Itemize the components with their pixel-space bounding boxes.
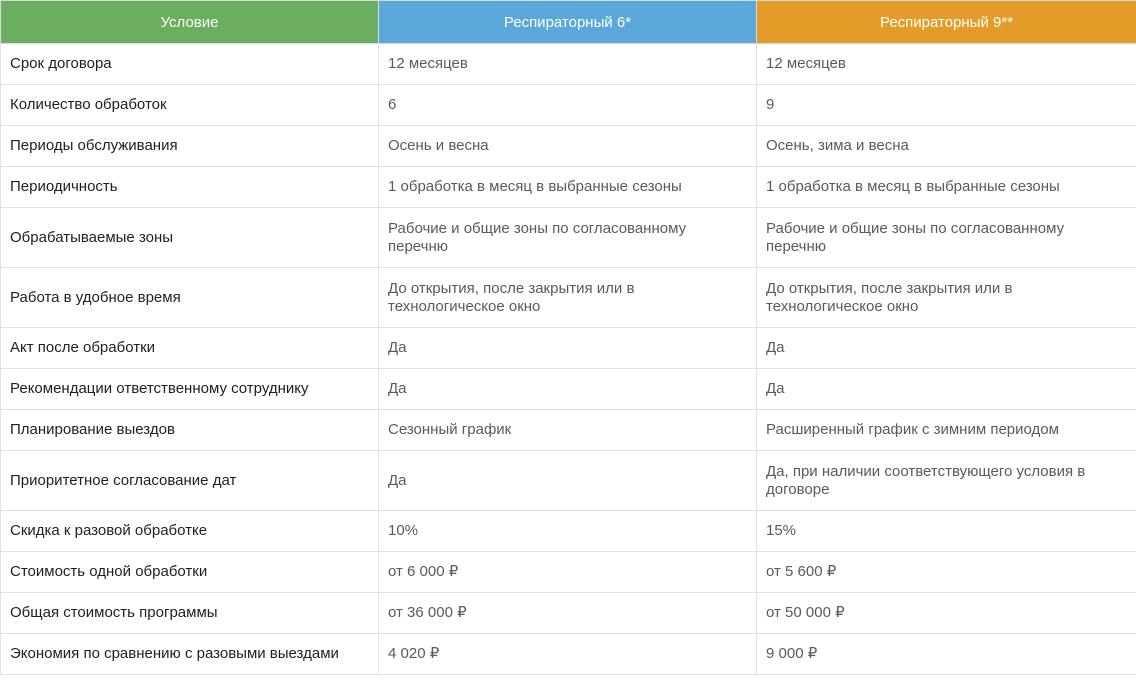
plan6-cell: Да: [379, 369, 757, 410]
plan9-cell: от 5 600 ₽: [757, 552, 1136, 593]
plan9-cell: До открытия, после закрытия или в технологическое окно: [757, 268, 1136, 328]
table-row: [1, 167, 1136, 208]
plan9-cell: Да, при наличии соответствующего условия в договоре: [757, 451, 1136, 511]
table-body: [1, 44, 1136, 675]
plan9-cell: 9: [757, 85, 1136, 126]
plan6-cell: Да: [379, 451, 757, 511]
condition-cell: Срок договора: [1, 44, 379, 85]
table-row: [1, 208, 1136, 268]
table-row: [1, 634, 1136, 675]
plan6-cell: Осень и весна: [379, 126, 757, 167]
header-condition: Условие: [1, 1, 379, 44]
condition-cell: Количество обработок: [1, 85, 379, 126]
plan6-cell: от 6 000 ₽: [379, 552, 757, 593]
condition-cell: Обрабатываемые зоны: [1, 208, 379, 268]
plan9-cell: Рабочие и общие зоны по согласованному перечню: [757, 208, 1136, 268]
plan9-cell: Осень, зима и весна: [757, 126, 1136, 167]
plan6-cell: 12 месяцев: [379, 44, 757, 85]
condition-cell: Стоимость одной обработки: [1, 552, 379, 593]
table-row: [1, 410, 1136, 451]
plan9-cell: 9 000 ₽: [757, 634, 1136, 675]
table-row: [1, 268, 1136, 328]
table-row: [1, 85, 1136, 126]
plan9-cell: 1 обработка в месяц в выбранные сезоны: [757, 167, 1136, 208]
condition-cell: Периоды обслуживания: [1, 126, 379, 167]
condition-cell: Экономия по сравнению с разовыми выездами: [1, 634, 379, 675]
condition-cell: Акт после обработки: [1, 328, 379, 369]
table-row: [1, 593, 1136, 634]
table-row: [1, 451, 1136, 511]
plan9-cell: от 50 000 ₽: [757, 593, 1136, 634]
table-row: [1, 44, 1136, 85]
plan6-cell: Да: [379, 328, 757, 369]
plan6-cell: 6: [379, 85, 757, 126]
plan6-cell: 4 020 ₽: [379, 634, 757, 675]
condition-cell: Приоритетное согласование дат: [1, 451, 379, 511]
plan6-cell: 1 обработка в месяц в выбранные сезоны: [379, 167, 757, 208]
table-row: [1, 328, 1136, 369]
header-plan-6: Респираторный 6*: [379, 1, 757, 44]
plan6-cell: 10%: [379, 511, 757, 552]
header-plan-9: Респираторный 9**: [757, 1, 1136, 44]
plan6-cell: Рабочие и общие зоны по согласованному перечню: [379, 208, 757, 268]
header-row: [1, 1, 1136, 44]
plan6-cell: Сезонный график: [379, 410, 757, 451]
condition-cell: Рекомендации ответственному сотруднику: [1, 369, 379, 410]
table-row: [1, 511, 1136, 552]
condition-cell: Планирование выездов: [1, 410, 379, 451]
plan9-cell: Да: [757, 328, 1136, 369]
plan6-cell: До открытия, после закрытия или в технологическое окно: [379, 268, 757, 328]
plan6-cell: от 36 000 ₽: [379, 593, 757, 634]
condition-cell: Работа в удобное время: [1, 268, 379, 328]
table-row: [1, 369, 1136, 410]
condition-cell: Общая стоимость программы: [1, 593, 379, 634]
condition-cell: Скидка к разовой обработке: [1, 511, 379, 552]
table-header: [1, 1, 1136, 44]
plan9-cell: 15%: [757, 511, 1136, 552]
plan9-cell: Да: [757, 369, 1136, 410]
table-row: [1, 552, 1136, 593]
plan9-cell: 12 месяцев: [757, 44, 1136, 85]
condition-cell: Периодичность: [1, 167, 379, 208]
table-row: [1, 126, 1136, 167]
plan9-cell: Расширенный график с зимним периодом: [757, 410, 1136, 451]
